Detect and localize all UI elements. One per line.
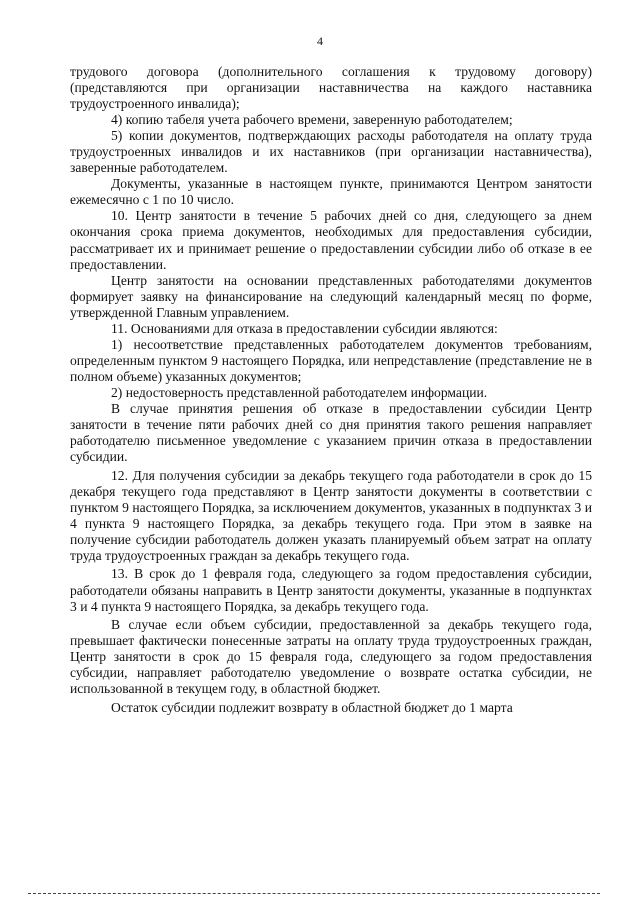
paragraph-item-4-timesheet: 4) копию табеля учета рабочего времени, заверенную работодателем; xyxy=(111,112,513,128)
paragraph-clause-13: 13. В срок до 1 февраля года, следующего за годом предоставления субсидии, работодатели обязаны направить в Центр занятости документы, указанные в подпунктах 3 и 4 пункта 9 настоящего Порядка, за декабрь текущего года. xyxy=(70,566,592,614)
paragraph-refusal-reason-1: 1) несоответствие представленных работодателем документов требованиям, определенным пунктом 9 настоящего Порядка, или непредставление (представление не в полном объеме) указанных документов; xyxy=(70,336,592,384)
paragraph-financing-request: Центр занятости на основании представленных работодателями документов формирует заявку на финансирование на следующий календарный месяц по форме, утвержденной Главным управлением. xyxy=(70,272,592,320)
paragraph-clause-12: 12. Для получения субсидии за декабрь текущего года работодатели в срок до 15 декабря текущего года представляют в Центр занятости документы в соответствии с пунктом 9 настоящего Порядка, за исключением документов, указанных в подпунктах 3 и 4 пункта 9 настоящего Порядка, за декабрь текущего года. При этом в заявке на получение субсидии работодатель должен указать планируемый объем затрат на оплату труда трудоустроенных граждан за декабрь текущего года. xyxy=(70,467,592,563)
paragraph-documents-acceptance: Документы, указанные в настоящем пункте, принимаются Центром занятости ежемесячно с 1 по 10 число. xyxy=(70,176,592,208)
document-body xyxy=(70,64,592,716)
page-number: 4 xyxy=(317,34,323,48)
paragraph-refusal-notice: В случае принятия решения об отказе в предоставлении субсидии Центр занятости в течение пяти рабочих дней со дня принятия такого решения направляет работодателю письменное уведомление с указанием причин отказа в предоставлении субсидии. xyxy=(70,400,592,465)
paragraph-subsidy-return: Остаток субсидии подлежит возврату в областной бюджет до 1 марта xyxy=(111,699,513,715)
paragraph-clause-10: 10. Центр занятости в течение 5 рабочих дней со дня, следующего за днем окончания срока приема документов, необходимых для предоставления субсидии, рассматривает их и принимает решение о предоставлении субсидии либо об отказе в ее предоставлении. xyxy=(70,208,592,272)
paragraph-item-5-expense-copies: 5) копии документов, подтверждающих расходы работодателя на оплату труда трудоустроенных инвалидов и их наставников (при организации наставничества), заверенные работодателем. xyxy=(70,128,592,176)
paragraph-contract-continuation: трудового договора (дополнительного соглашения к трудовому договору) (представляются при организации наставничества на каждого наставника трудоустроенного инвалида); xyxy=(70,64,592,112)
paragraph-refusal-reason-2: 2) недостоверность представленной работодателем информации. xyxy=(111,384,488,400)
bottom-border-line xyxy=(28,893,600,894)
paragraph-excess-subsidy: В случае если объем субсидии, предоставленной за декабрь текущего года, превышает фактически понесенные затраты на оплату труда трудоустроенных граждан, Центр занятости в срок до 15 февраля года, следующего за годом предоставления субсидии, направляет работодателю уведомление о возврате остатка субсидии, не использованной в текущем году, в областной бюджет. xyxy=(70,617,592,697)
paragraph-clause-11: 11. Основаниями для отказа в предоставлении субсидии являются: xyxy=(111,320,498,336)
